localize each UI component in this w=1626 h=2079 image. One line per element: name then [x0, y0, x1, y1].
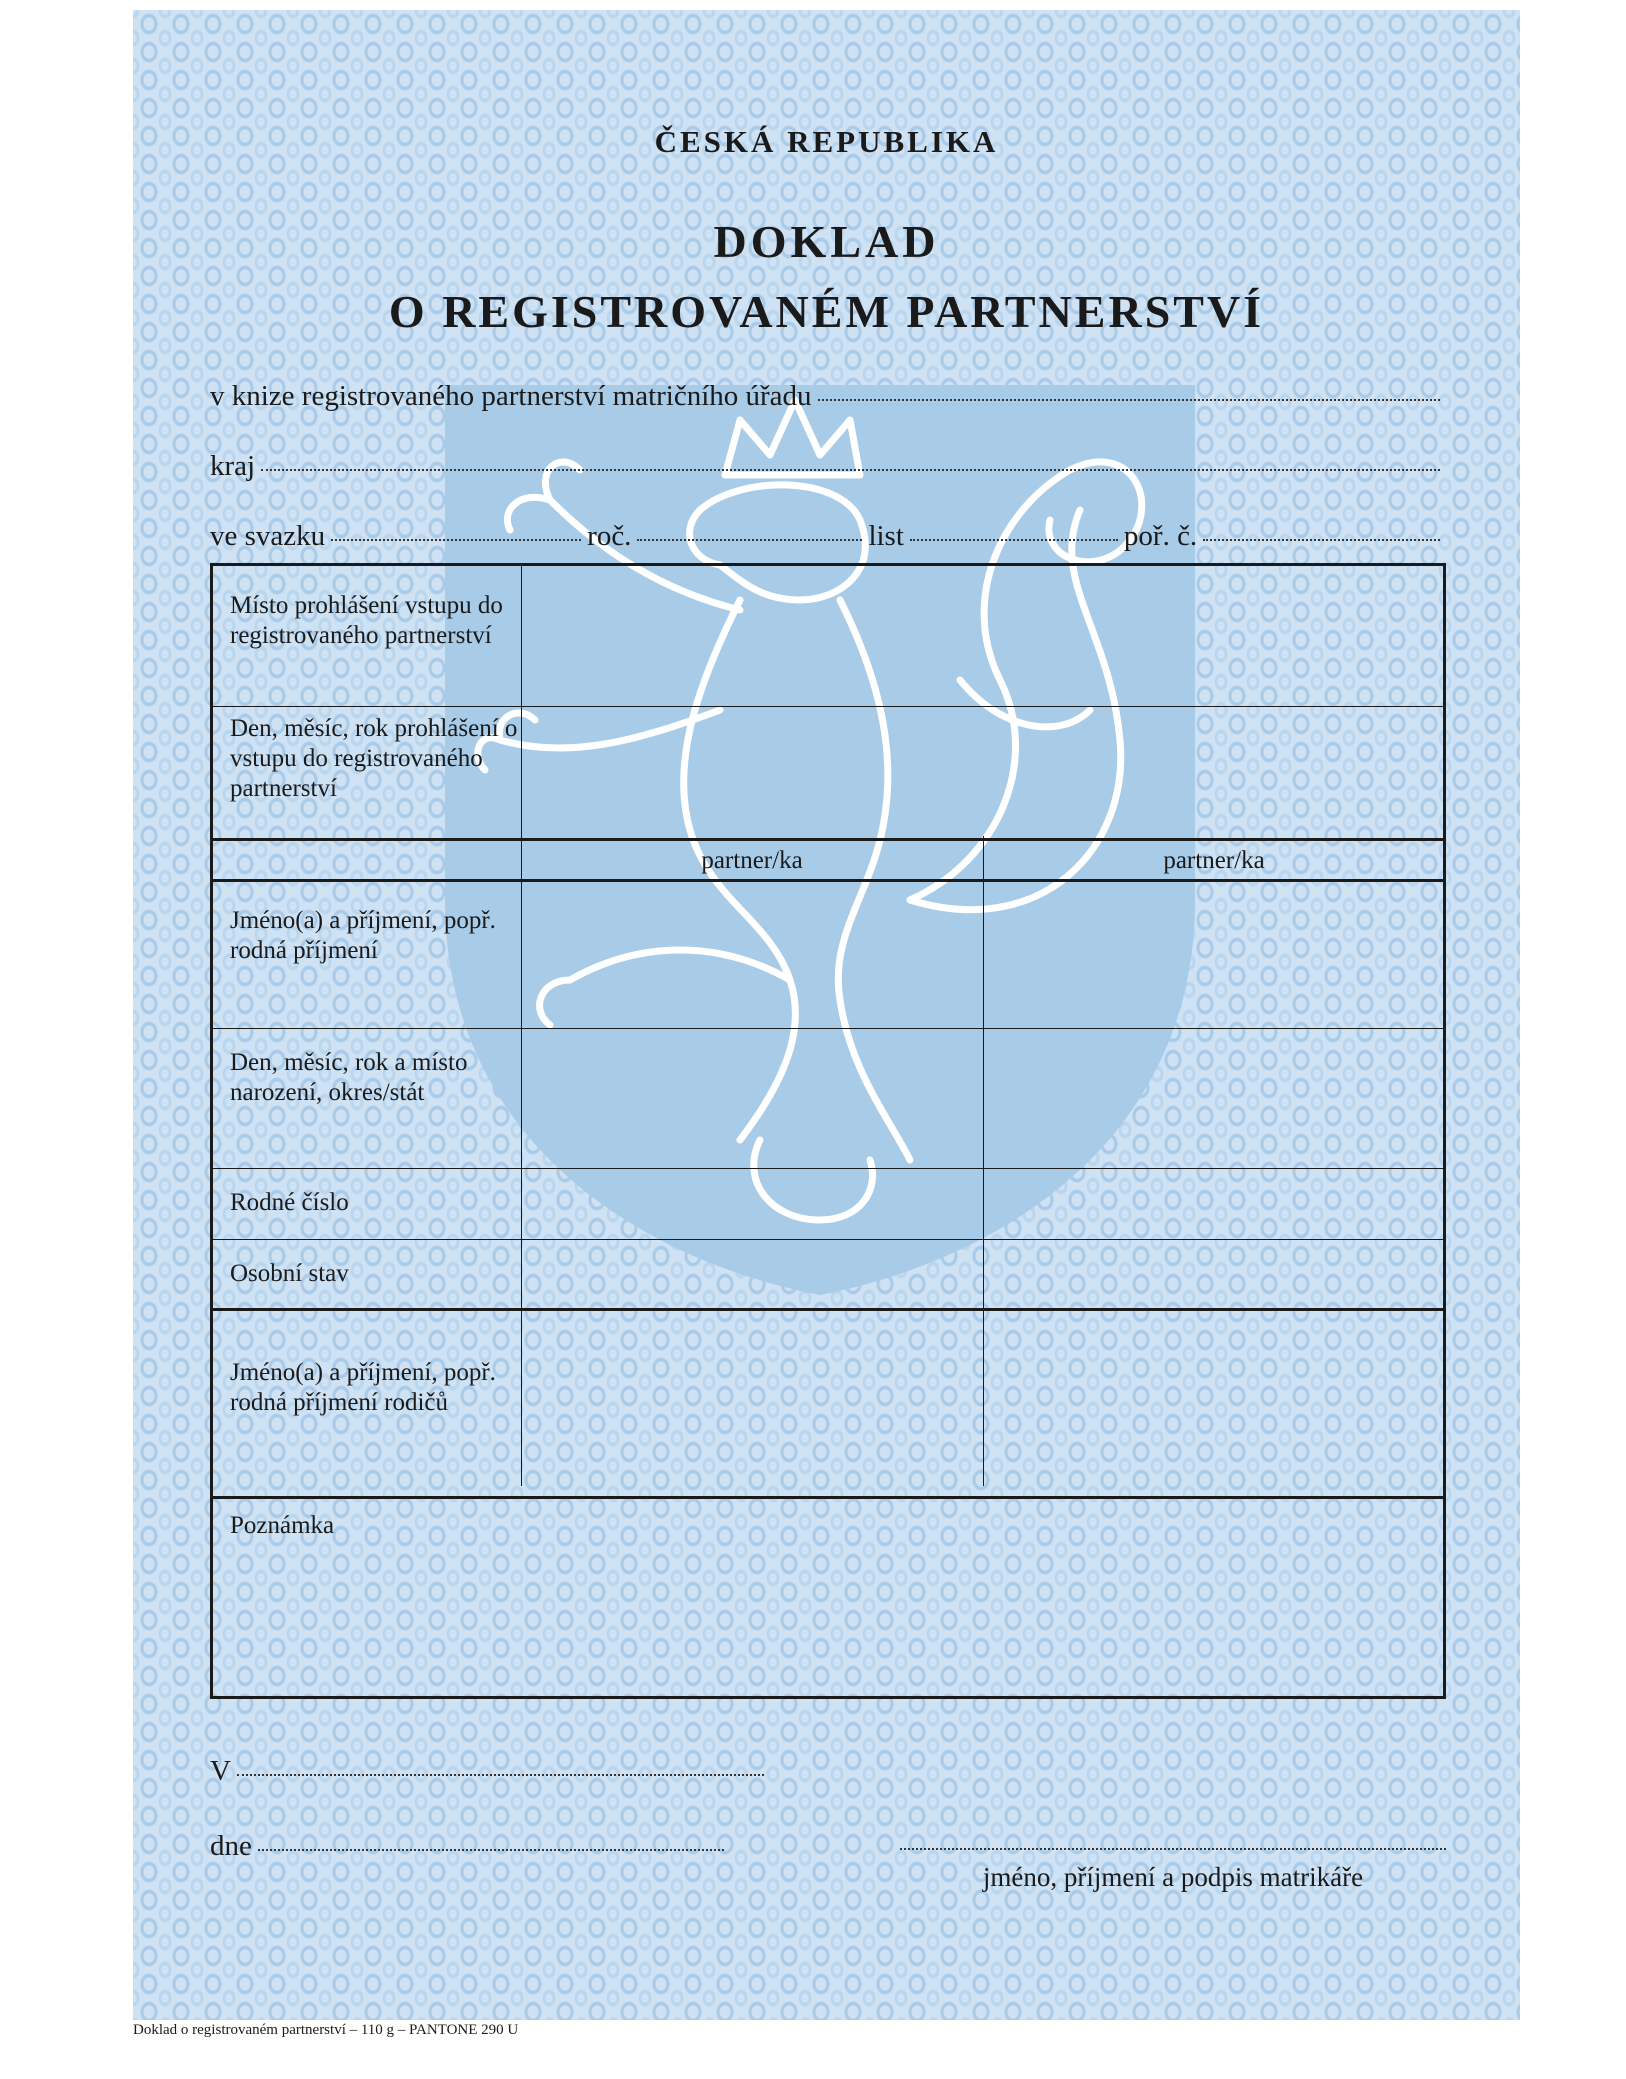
volume-row: [210, 520, 1446, 553]
region-row: [210, 450, 1446, 483]
table-rule: [213, 1308, 1443, 1311]
region-label: kraj: [210, 450, 256, 482]
birth-date-place-label: Den, měsíc, rok a místo narození, okres/stát: [230, 1049, 468, 1106]
table-rule: [213, 1168, 1443, 1169]
form-code-footer: Doklad o registrovaném partnerství – 110 g – PANTONE 290 U: [133, 2022, 519, 2038]
region-field[interactable]: [261, 469, 1440, 471]
table-rule: [213, 706, 1443, 707]
order-field[interactable]: [1203, 539, 1440, 541]
table-rule: [213, 838, 1443, 841]
signature-date-field[interactable]: [258, 1849, 724, 1851]
table-rule: [213, 1028, 1443, 1029]
table-divider-partners: [983, 836, 984, 1486]
marital-status-label: Osobní stav: [230, 1260, 349, 1287]
country-heading: ČESKÁ REPUBLIKA: [654, 124, 999, 159]
partner-column-2-header: partner/ka: [1163, 847, 1265, 874]
registrar-signature-caption: jméno, příjmení a podpis matrikáře: [982, 1862, 1364, 1892]
table-rule: [213, 879, 1443, 882]
signature-place-row: [210, 1755, 770, 1788]
table-rule: [213, 1496, 1443, 1499]
registry-office-row: [210, 380, 1446, 413]
table-rule: [213, 1239, 1443, 1240]
date-of-declaration-label: Den, měsíc, rok prohlášení o vstupu do registrovaného partnerství: [230, 715, 518, 802]
table-divider-label: [521, 566, 522, 1486]
parents-names-label: Jméno(a) a příjmení, popř. rodná příjmení rodičů: [230, 1359, 496, 1416]
registry-office-field[interactable]: [818, 399, 1440, 401]
signature-place-field[interactable]: [237, 1774, 764, 1776]
birth-number-label: Rodné číslo: [230, 1189, 349, 1216]
year-field[interactable]: [637, 539, 862, 541]
order-label: poř. č.: [1123, 520, 1198, 552]
registry-office-label: v knize registrovaného partnerství matričního úřadu: [210, 380, 812, 412]
partner-column-1-header: partner/ka: [701, 847, 803, 874]
registration-table: [210, 563, 1446, 1699]
year-label: roč.: [587, 520, 632, 552]
signature-date-row: [210, 1830, 730, 1863]
sheet-field[interactable]: [910, 539, 1118, 541]
place-of-declaration-label: Místo prohlášení vstupu do registrovaného partnerství: [230, 592, 503, 649]
document-title-line2: O REGISTROVANÉM PARTNERSTVÍ: [388, 286, 1265, 337]
volume-label: ve svazku: [210, 520, 326, 552]
document-title-line1: DOKLAD: [713, 216, 940, 267]
signature-place-label: V: [210, 1755, 231, 1787]
sheet-label: list: [868, 520, 904, 552]
note-label: Poznámka: [230, 1512, 335, 1539]
volume-field[interactable]: [331, 539, 581, 541]
registrar-signature-field[interactable]: [900, 1830, 1446, 1850]
signature-date-label: dne: [210, 1830, 252, 1862]
name-label: Jméno(a) a příjmení, popř. rodná příjmení: [230, 907, 496, 964]
